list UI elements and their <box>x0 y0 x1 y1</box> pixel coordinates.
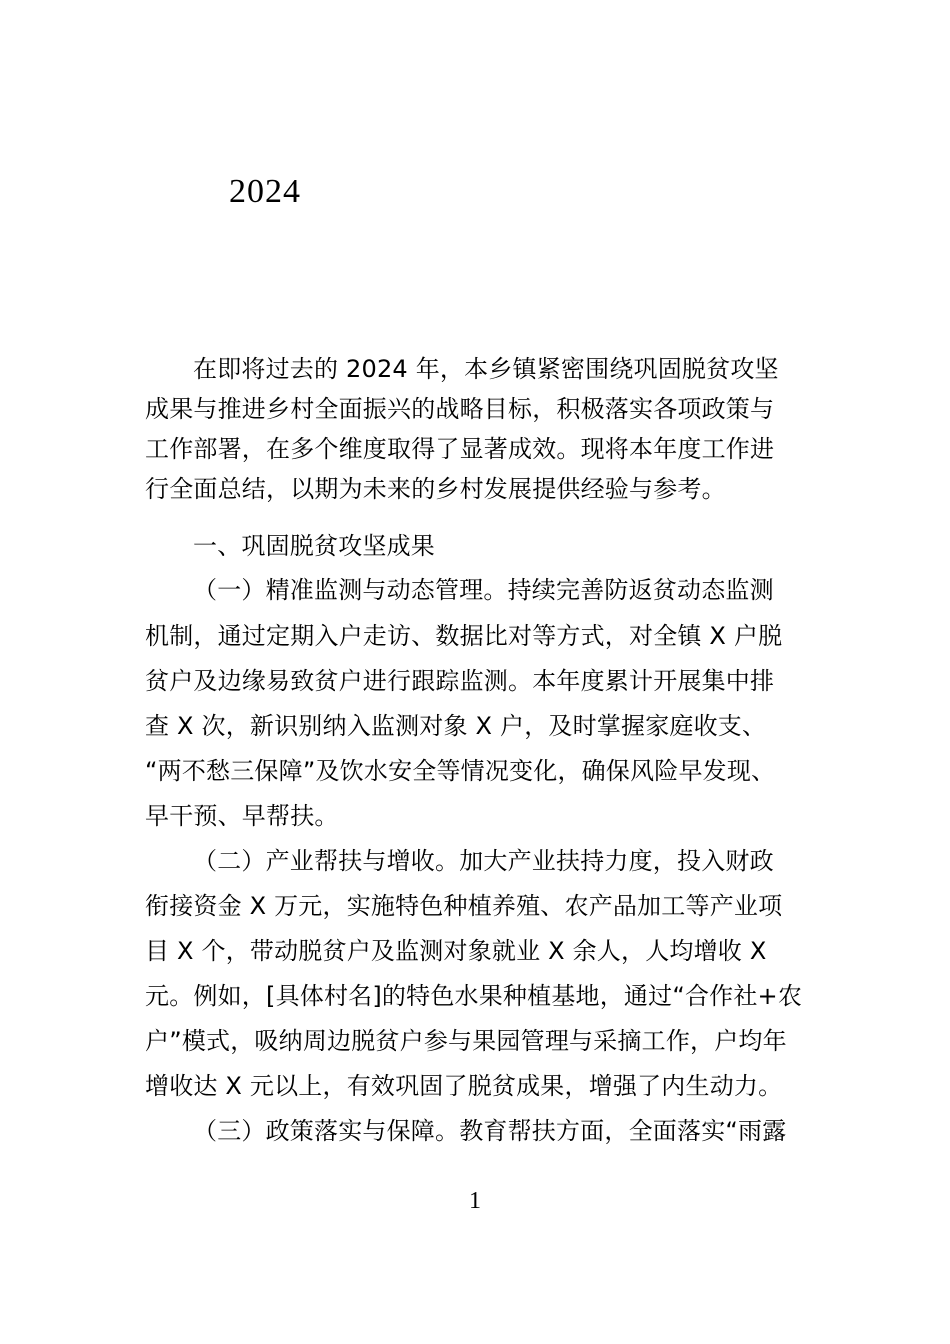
paragraph-line: （二）产业帮扶与增收。加大产业扶持力度，投入财政 <box>193 847 774 875</box>
paragraph-line: （三）政策落实与保障。教育帮扶方面，全面落实“雨露 <box>193 1117 787 1145</box>
paragraph-line: （一）精准监测与动态管理。持续完善防返贫动态监测 <box>193 576 774 604</box>
paragraph-line: 增收达 X 元以上，有效巩固了脱贫成果，增强了内生动力。 <box>145 1072 783 1100</box>
page-number: 1 <box>469 1188 481 1214</box>
paragraph-line: 元。例如，[具体村名]的特色水果种植基地，通过“合作社+农 <box>145 982 803 1010</box>
paragraph-line: 机制，通过定期入户走访、数据比对等方式，对全镇 X 户脱 <box>145 622 783 650</box>
paragraph-line: 在即将过去的 2024 年，本乡镇紧密围绕巩固脱贫攻坚 <box>193 355 779 383</box>
document-title-year: 2024 <box>229 173 301 210</box>
paragraph-line: 贫户及边缘易致贫户进行跟踪监测。本年度累计开展集中排 <box>145 667 775 695</box>
paragraph-line: 早干预、早帮扶。 <box>145 802 339 830</box>
paragraph-line: 查 X 次，新识别纳入监测对象 X 户，及时掌握家庭收支、 <box>145 712 767 740</box>
paragraph-line: 成果与推进乡村全面振兴的战略目标，积极落实各项政策与 <box>145 395 775 423</box>
paragraph-line: 户”模式，吸纳周边脱贫户参与果园管理与采摘工作，户均年 <box>145 1027 787 1055</box>
paragraph-line: 衔接资金 X 万元，实施特色种植养殖、农产品加工等产业项 <box>145 892 783 920</box>
section-heading: 一、巩固脱贫攻坚成果 <box>193 532 435 560</box>
paragraph-line: 行全面总结，以期为未来的乡村发展提供经验与参考。 <box>145 475 726 503</box>
paragraph-line: “两不愁三保障”及饮水安全等情况变化，确保风险早发现、 <box>145 757 776 785</box>
paragraph-line: 工作部署，在多个维度取得了显著成效。现将本年度工作进 <box>145 435 775 463</box>
paragraph-line: 目 X 个，带动脱贫户及监测对象就业 X 余人，人均增收 X <box>145 937 767 965</box>
